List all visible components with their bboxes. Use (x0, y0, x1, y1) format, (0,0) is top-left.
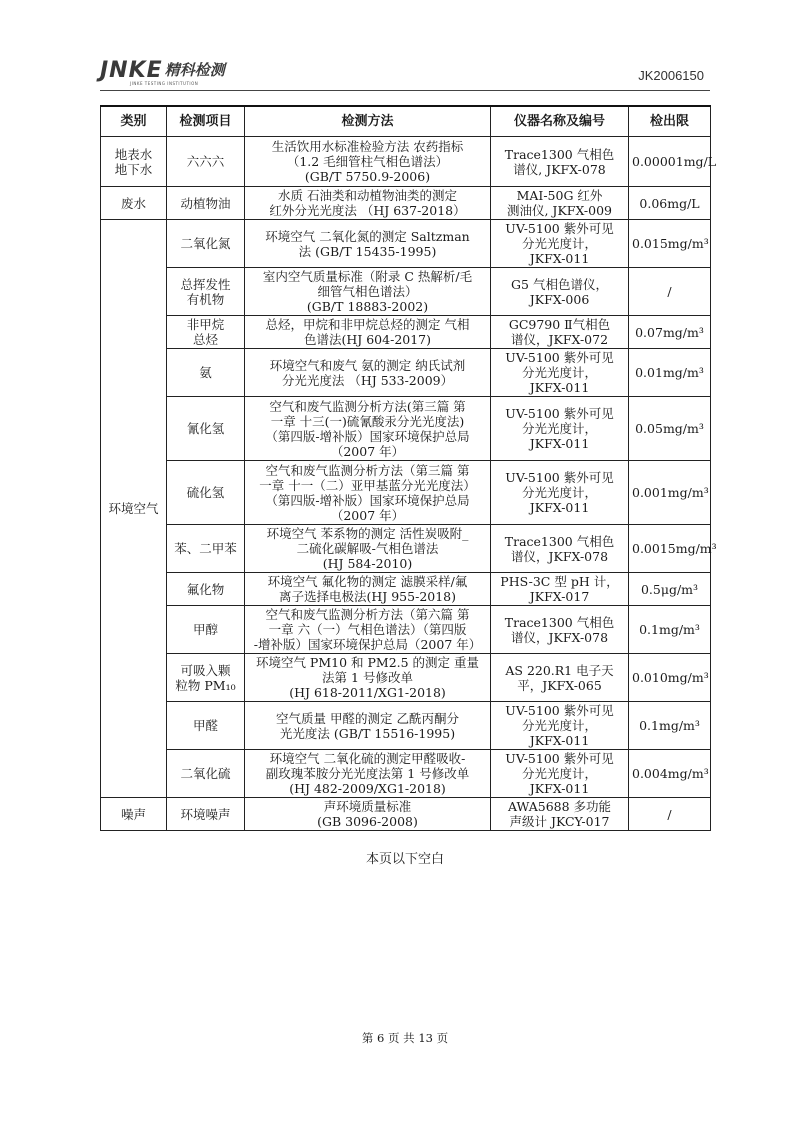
method-cell-line: 一章 十三(一)硫氰酸汞分光光度法) (270, 413, 465, 429)
method-cell-line: 水质 石油类和动植物油类的测定 (278, 188, 457, 203)
instrument-cell (491, 220, 629, 268)
table-row (101, 573, 711, 606)
method-cell-line: 环境空气和废气 氨的测定 纳氏试剂 (269, 357, 466, 373)
method-cell-line: 法第 1 号修改单 (322, 670, 413, 685)
method-cell-line: 空气和废气监测分析方法(第三篇 第 (269, 398, 466, 414)
category-label: 噪声 (120, 806, 146, 822)
limit-cell: 0.06mg/L (629, 187, 711, 220)
instrument-cell-line: 声级计 JKCY-017 (509, 814, 610, 829)
method-cell-line: 分光光度法 （HJ 533-2009） (281, 372, 454, 388)
item-cell (167, 750, 245, 798)
method-cell-line: 环境空气 苯系物的测定 活性炭吸附_ (266, 526, 469, 541)
method-cell-line: 光光度法 (GB/T 15516-1995) (279, 725, 456, 741)
instrument-cell-line: UV-5100 紫外可见 (505, 470, 614, 485)
item-cell-line: 总挥发性 (180, 276, 231, 292)
limit-cell: / (629, 268, 711, 316)
instrument-cell-line: 分光光度计， (521, 236, 597, 251)
limit-cell: 0.5μg/m³ (629, 573, 711, 606)
item-cell-line: 氰化氢 (186, 421, 225, 436)
item-cell-line: 苯、二甲苯 (174, 541, 237, 556)
instrument-cell-line: PHS-3C 型 pH 计， (500, 574, 619, 589)
header-instrument: 仪器名称及编号 (491, 106, 629, 137)
method-cell-line: 空气和废气监测分析方法（第六篇 第 (265, 607, 470, 622)
instrument-cell-line: 测油仪, JKFX-009 (506, 203, 612, 218)
instrument-cell (491, 461, 629, 525)
instrument-cell-line: UV-5100 紫外可见 (505, 350, 614, 365)
method-cell (245, 654, 491, 702)
item-cell-line: 二氧化氮 (180, 236, 231, 251)
table-row (101, 525, 711, 573)
instrument-cell-line: 分光光度计， (521, 718, 597, 733)
category-label: 环境空气 (108, 501, 159, 516)
method-cell-line: 环境空气 二氧化硫的测定甲醛吸收- (269, 751, 466, 766)
table-row (101, 220, 711, 268)
instrument-cell-line: JKFX-017 (529, 589, 590, 604)
method-cell (245, 187, 491, 220)
item-cell (167, 525, 245, 573)
method-cell-line: （第四版-增补版）国家环境保护总局 (265, 428, 470, 444)
method-cell (245, 750, 491, 798)
instrument-cell-line: JKFX-011 (529, 781, 590, 796)
table-row (101, 349, 711, 397)
method-cell-line: （2007 年） (330, 443, 405, 459)
method-cell-line: 环境空气 氟化物的测定 滤膜采样/氟 (267, 574, 468, 589)
category-label: 地下水 (114, 161, 153, 177)
item-cell-line: 氨 (199, 365, 212, 380)
item-cell (167, 137, 245, 187)
method-cell-line: 环境空气 PM10 和 PM2.5 的测定 重量 (255, 655, 480, 670)
limit-cell: 0.001mg/m³ (629, 461, 711, 525)
table-row (101, 750, 711, 798)
method-cell (245, 137, 491, 187)
item-cell-line: 硫化氢 (186, 485, 225, 500)
instrument-cell-line: JKFX-011 (529, 436, 590, 451)
instrument-cell-line: UV-5100 紫外可见 (505, 406, 614, 421)
table-row (101, 316, 711, 349)
method-cell-line: (HJ 482-2009/XG1-2018) (289, 781, 446, 796)
item-cell (167, 798, 245, 831)
instrument-cell-line: JKFX-011 (529, 733, 590, 748)
category-cell (101, 220, 167, 798)
logo-text-cn: 精科检测 (164, 61, 225, 79)
limit-cell: 0.015mg/m³ (629, 220, 711, 268)
table-row (101, 654, 711, 702)
header-item: 检测项目 (167, 106, 245, 137)
table-row (101, 606, 711, 654)
method-cell-line: 法 (GB/T 15435-1995) (298, 243, 437, 259)
instrument-cell-line: JKFX-006 (529, 291, 590, 307)
item-cell-line: 甲醛 (192, 718, 218, 733)
category-label: 地表水 (114, 146, 153, 162)
report-number: JK2006150 (638, 68, 704, 83)
table-row (101, 137, 711, 187)
method-cell-line: 二硫化碳解吸-气相色谱法 (296, 541, 439, 556)
instrument-cell (491, 798, 629, 831)
table-row (101, 268, 711, 316)
instrument-cell (491, 606, 629, 654)
header-rule (100, 90, 710, 91)
instrument-cell (491, 750, 629, 798)
category-cell (101, 137, 167, 187)
item-cell (167, 461, 245, 525)
category-label: 废水 (120, 195, 146, 211)
instrument-cell (491, 316, 629, 349)
method-cell-line: 离子选择电极法(HJ 955-2018) (278, 589, 457, 604)
method-cell (245, 397, 491, 461)
limit-cell: 0.05mg/m³ (629, 397, 711, 461)
instrument-cell-line: JKFX-011 (529, 500, 590, 515)
method-cell (245, 573, 491, 606)
limit-cell: 0.1mg/m³ (629, 702, 711, 750)
table-row (101, 798, 711, 831)
item-cell (167, 349, 245, 397)
method-cell (245, 525, 491, 573)
item-cell (167, 268, 245, 316)
table-row (101, 397, 711, 461)
header-method: 检测方法 (245, 106, 491, 137)
instrument-cell-line: 分光光度计， (521, 766, 597, 781)
table-header-row (101, 106, 711, 137)
method-cell-line: 色谱法(HJ 604-2017) (303, 332, 432, 347)
instrument-cell-line: GC9790 Ⅱ气相色 (508, 317, 611, 332)
method-cell (245, 461, 491, 525)
header-category: 类别 (101, 106, 167, 137)
method-cell-line: -增补版）国家环境保护总局（2007 年） (253, 637, 482, 652)
item-cell-line: 有机物 (186, 291, 225, 307)
instrument-cell (491, 525, 629, 573)
instrument-cell-line: 平，JKFX-065 (517, 677, 602, 693)
limit-cell: 0.01mg/m³ (629, 349, 711, 397)
limit-cell: 0.004mg/m³ (629, 750, 711, 798)
instrument-cell-line: AWA5688 多功能 (507, 799, 612, 814)
method-cell (245, 349, 491, 397)
instrument-cell (491, 187, 629, 220)
item-cell-line: 甲醇 (192, 622, 218, 637)
method-cell (245, 798, 491, 831)
method-cell-line: 空气和废气监测分析方法（第三篇 第 (265, 462, 470, 478)
item-cell-line: 可吸入颗 (180, 662, 231, 678)
method-cell-line: 生活饮用水标准检验方法 农药指标 (271, 139, 464, 154)
instrument-cell (491, 397, 629, 461)
table-row (101, 187, 711, 220)
method-cell-line: 环境空气 二氧化氮的测定 Saltzman (265, 228, 470, 244)
page-header (100, 56, 710, 86)
detection-methods-table (100, 105, 717, 831)
method-cell-line: 总烃，甲烷和非甲烷总烃的测定 气相 (265, 317, 470, 332)
item-cell (167, 397, 245, 461)
instrument-cell-line: Trace1300 气相色 (504, 146, 615, 162)
instrument-cell-line: 谱仪，JKFX-078 (510, 548, 609, 564)
item-cell-line: 氟化物 (186, 581, 225, 597)
instrument-cell-line: 分光光度计， (521, 421, 597, 436)
instrument-cell-line: 分光光度计， (521, 365, 597, 380)
method-cell-line: (HJ 618-2011/XG1-2018) (289, 685, 446, 700)
instrument-cell (491, 268, 629, 316)
end-note: 本页以下空白 (365, 852, 444, 867)
method-cell (245, 702, 491, 750)
item-cell (167, 220, 245, 268)
item-cell (167, 187, 245, 220)
category-cell (101, 187, 167, 220)
method-cell-line: （1.2 毛细管柱气相色谱法） (286, 154, 449, 169)
item-cell-line: 环境噪声 (180, 806, 231, 822)
limit-cell: 0.010mg/m³ (629, 654, 711, 702)
instrument-cell-line: Trace1300 气相色 (504, 533, 615, 549)
limit-cell: / (629, 798, 711, 831)
item-cell-line: 动植物油 (180, 195, 231, 211)
method-cell-line: 一章 十一（二）亚甲基蓝分光光度法） (259, 477, 476, 493)
item-cell-line: 总烃 (192, 332, 218, 347)
limit-cell: 0.1mg/m³ (629, 606, 711, 654)
item-cell (167, 654, 245, 702)
method-cell-line: 一章 六（一）气相色谱法）（第四版 (268, 622, 467, 637)
method-cell-line: （第四版-增补版）国家环境保护总局 (265, 492, 470, 508)
instrument-cell (491, 702, 629, 750)
method-cell-line: 声环境质量标准 (323, 799, 412, 814)
method-cell-line: (GB/T 18883-2002) (306, 299, 429, 314)
method-cell (245, 606, 491, 654)
instrument-cell-line: 分光光度计， (521, 485, 597, 500)
instrument-cell (491, 349, 629, 397)
instrument-cell (491, 137, 629, 187)
company-logo (100, 58, 225, 83)
method-cell (245, 316, 491, 349)
instrument-cell (491, 573, 629, 606)
item-cell (167, 702, 245, 750)
method-cell-line: （2007 年） (330, 507, 405, 523)
instrument-cell (491, 654, 629, 702)
method-cell-line: (GB 3096-2008) (317, 814, 418, 829)
item-cell-line: 六六六 (186, 154, 225, 169)
method-cell-line: 细管气相色谱法） (317, 284, 418, 299)
item-cell-line: 二氧化硫 (180, 766, 231, 781)
instrument-cell-line: 谱仪，JKFX-072 (510, 332, 609, 347)
instrument-cell-line: 谱仪，JKFX-078 (510, 629, 609, 645)
instrument-cell-line: JKFX-011 (529, 380, 590, 395)
limit-cell: 0.00001mg/L (629, 137, 711, 187)
method-cell-line: 红外分光光度法 （HJ 637-2018） (269, 203, 466, 218)
method-cell (245, 220, 491, 268)
item-cell (167, 316, 245, 349)
instrument-cell-line: UV-5100 紫外可见 (505, 751, 614, 766)
limit-cell: 0.07mg/m³ (629, 316, 711, 349)
method-cell (245, 268, 491, 316)
method-cell-line: 室内空气质量标准（附录 C 热解析/毛 (262, 269, 473, 284)
item-cell (167, 606, 245, 654)
instrument-cell-line: 谱仪, JKFX-078 (513, 161, 606, 177)
instrument-cell-line: Trace1300 气相色 (504, 614, 615, 630)
logo-text-en: JNKE (100, 58, 163, 83)
header-limit: 检出限 (629, 106, 711, 137)
table-row (101, 702, 711, 750)
method-cell-line: (GB/T 5750.9-2006) (304, 169, 431, 184)
item-cell-line: 非甲烷 (186, 317, 225, 332)
instrument-cell-line: MAI-50G 红外 (516, 188, 603, 203)
method-cell-line: 副玫瑰苯胺分光光度法第 1 号修改单 (265, 766, 470, 781)
table-row (101, 461, 711, 525)
category-cell (101, 798, 167, 831)
instrument-cell-line: G5 气相色谱仪， (511, 276, 608, 292)
logo-subtitle: JINKE TESTING INSTITUTION (130, 81, 199, 86)
method-cell-line: 空气质量 甲醛的测定 乙酰丙酮分 (276, 710, 459, 726)
limit-cell: 0.0015mg/m³ (629, 525, 711, 573)
item-cell (167, 573, 245, 606)
instrument-cell-line: UV-5100 紫外可见 (505, 703, 614, 718)
instrument-cell-line: JKFX-011 (529, 251, 590, 266)
method-cell-line: (HJ 584-2010) (322, 556, 413, 571)
instrument-cell-line: UV-5100 紫外可见 (505, 221, 614, 236)
page-footer: 第 6 页 共 13 页 (361, 1031, 449, 1045)
item-cell-line: 粒物 PM₁₀ (175, 677, 236, 693)
instrument-cell-line: AS 220.R1 电子天 (505, 662, 614, 678)
